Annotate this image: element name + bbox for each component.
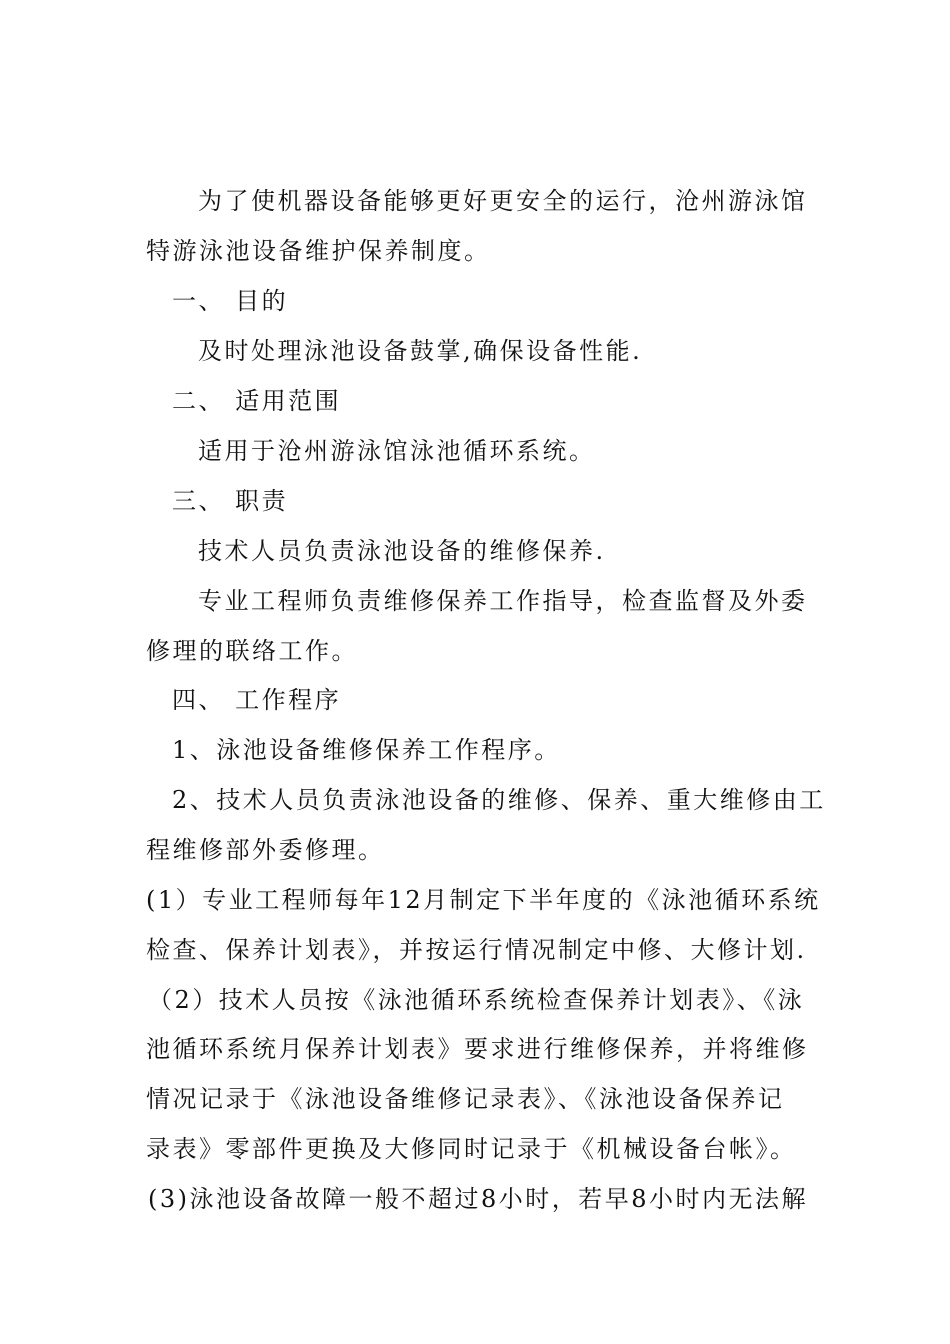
paragraph-duties-line-1: 技术人员负责泳池设备的维修保养. — [198, 537, 606, 565]
procedure-sub-3-line-1: (3)泳池设备故障一般不超过8小时，若早8小时内无法解 — [148, 1185, 809, 1213]
procedure-sub-2-line-2: 池循环系统月保养计划表》要求进行维修保养，并将维修 — [146, 1035, 809, 1063]
procedure-item-2-line-2: 程维修部外委修理。 — [146, 836, 385, 864]
section-heading-purpose: 一、 目的 — [172, 287, 289, 315]
paragraph-duties-line-3: 修理的联络工作。 — [146, 637, 358, 665]
procedure-item-1: 1、泳池设备维修保养工作程序。 — [172, 736, 561, 764]
document-title — [0, 128, 950, 168]
procedure-item-2-line-1: 2、技术人员负责泳池设备的维修、保养、重大维修由工 — [172, 786, 826, 814]
section-heading-scope: 二、 适用范围 — [172, 387, 342, 415]
section-heading-duties: 三、 职责 — [172, 487, 289, 515]
procedure-sub-1-line-1: (1）专业工程师每年12月制定下半年度的《泳池循环系统 — [146, 886, 821, 914]
paragraph-intro-line-2: 特游泳池设备维护保养制度。 — [146, 237, 491, 265]
paragraph-intro-line-1: 为了使机器设备能够更好更安全的运行，沧州游泳馆 — [198, 187, 808, 215]
procedure-sub-1-line-2: 检查、保养计划表》，并按运行情况制定中修、大修计划. — [146, 936, 807, 964]
paragraph-purpose: 及时处理泳池设备鼓掌,确保设备性能. — [198, 337, 643, 365]
paragraph-duties-line-2: 专业工程师负责维修保养工作指导，检查监督及外委 — [198, 587, 808, 615]
procedure-sub-2-line-4: 录表》零部件更换及大修同时记录于《机械设备台帐》。 — [146, 1135, 797, 1163]
section-heading-procedure: 四、 工作程序 — [172, 686, 342, 714]
procedure-sub-2-line-3: 情况记录于《泳池设备维修记录表》、《泳池设备保养记 — [146, 1085, 785, 1113]
procedure-sub-2-line-1: （2）技术人员按《泳池循环系统检查保养计划表》、《泳 — [148, 986, 805, 1014]
paragraph-scope: 适用于沧州游泳馆泳池循环系统。 — [198, 437, 596, 465]
